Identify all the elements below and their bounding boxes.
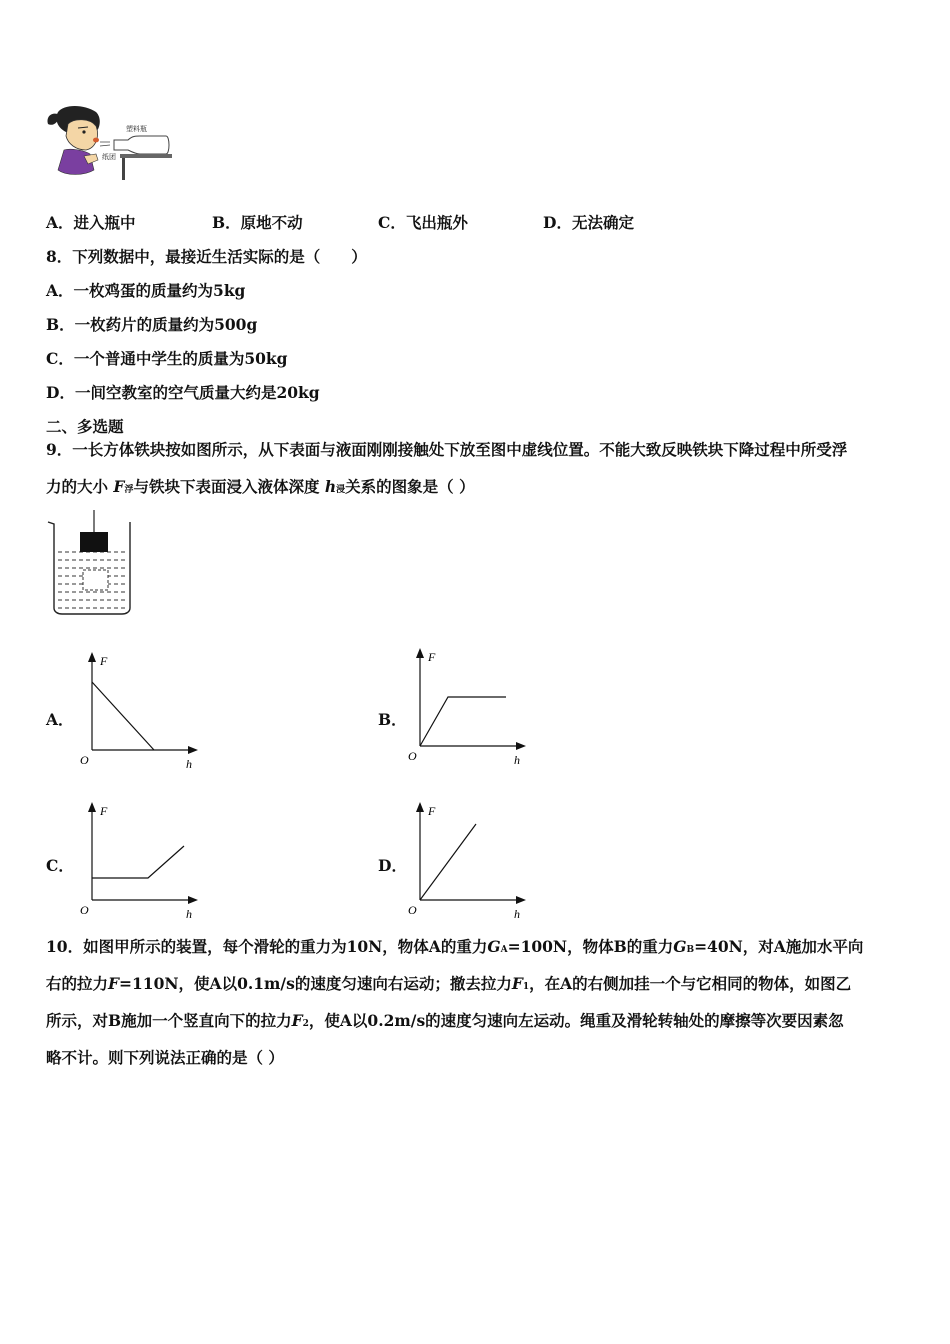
option-text: 一间空教室的空气质量大约是20kg bbox=[74, 383, 320, 402]
sub-1: 1 bbox=[522, 982, 530, 992]
origin-label: O bbox=[408, 749, 417, 763]
text: =40N，对A施加水平向 bbox=[694, 937, 864, 956]
text: 力的大小 bbox=[46, 477, 109, 496]
option-letter: D． bbox=[543, 213, 572, 232]
graph-line bbox=[420, 824, 476, 900]
option-letter: C． bbox=[378, 213, 406, 232]
q9-line-2 bbox=[46, 468, 908, 505]
text: 10．如图甲所示的装置，每个滑轮的重力为10N，物体A的重力 bbox=[46, 937, 488, 956]
q10-line-4: 略不计。则下列说法正确的是（ ） bbox=[46, 1048, 284, 1067]
option-text: 进入瓶中 bbox=[73, 213, 136, 232]
q7-option-d bbox=[543, 211, 634, 233]
x-axis-label: h bbox=[514, 753, 520, 767]
origin-label: O bbox=[80, 903, 89, 917]
sub-b: B bbox=[686, 945, 695, 955]
graph-line bbox=[92, 682, 154, 750]
graph-line bbox=[92, 846, 184, 878]
q10-stem bbox=[46, 928, 908, 1076]
q9-graph-b bbox=[404, 644, 534, 768]
option-text: 一枚药片的质量约为500g bbox=[74, 315, 258, 334]
sub-fu: 浮 bbox=[124, 485, 134, 495]
var-g: G bbox=[487, 937, 501, 956]
y-axis-label: F bbox=[100, 804, 108, 818]
var-f: F bbox=[291, 1011, 303, 1030]
option-letter: A． bbox=[46, 213, 74, 232]
q8-option-c bbox=[46, 347, 288, 369]
var-f: F bbox=[511, 974, 523, 993]
sub-jin: 浸 bbox=[336, 485, 346, 495]
q9-graph-d-letter: D． bbox=[378, 856, 407, 875]
var-h: h bbox=[324, 477, 337, 496]
option-text: 原地不动 bbox=[240, 213, 303, 232]
q9-graph-b-letter: B． bbox=[378, 710, 407, 729]
text: ，使A以0.2m/s的速度匀速向左运动。绳重及滑轮转轴处的摩擦等次要因素忽 bbox=[308, 1011, 844, 1030]
origin-label: O bbox=[80, 753, 89, 767]
text: 与铁块下表面浸入液体深度 bbox=[133, 477, 320, 496]
q9-graph-c bbox=[76, 798, 206, 922]
option-text: 一枚鸡蛋的质量约为5kg bbox=[73, 281, 246, 300]
beaker-figure bbox=[44, 510, 136, 618]
q8-option-b bbox=[46, 313, 257, 335]
option-letter: A． bbox=[46, 281, 74, 300]
var-g: G bbox=[673, 937, 687, 956]
q10-line-1 bbox=[46, 928, 908, 965]
q8-option-d bbox=[46, 381, 320, 403]
bottle-label: 塑料瓶 bbox=[126, 125, 147, 133]
var-f: F bbox=[113, 477, 125, 496]
text: 所示，对B施加一个竖直向下的拉力 bbox=[46, 1011, 292, 1030]
x-axis-label: h bbox=[186, 907, 192, 921]
text: ，在A的右侧加挂一个与它相同的物体，如图乙 bbox=[529, 974, 852, 993]
sub-a: A bbox=[500, 945, 508, 955]
blowing-bottle-figure bbox=[44, 104, 176, 184]
option-text: 一个普通中学生的质量为50kg bbox=[73, 349, 288, 368]
section-title: 二、多选题 bbox=[46, 417, 124, 436]
q9-line-1: 9．一长方体铁块按如图所示，从下表面与液面刚刚接触处下放至图中虚线位置。不能大致反映铁块下降过程中所受浮 bbox=[46, 440, 848, 459]
q8-option-a bbox=[46, 279, 245, 301]
option-letter: C． bbox=[46, 349, 74, 368]
sub-2: 2 bbox=[302, 1019, 309, 1029]
q10-line-2 bbox=[46, 965, 908, 1002]
q8-stem: 8．下列数据中，最接近生活实际的是（ ） bbox=[46, 247, 367, 266]
y-axis-label: F bbox=[100, 654, 108, 668]
option-text: 无法确定 bbox=[571, 213, 634, 232]
option-letter: D． bbox=[46, 383, 75, 402]
paper-label: 纸团 bbox=[102, 153, 116, 161]
q9-graph-c-letter: C． bbox=[46, 856, 74, 875]
q9-graph-d bbox=[404, 798, 534, 922]
x-axis-label: h bbox=[514, 907, 520, 921]
q9-stem bbox=[46, 431, 908, 505]
q7-option-c bbox=[378, 211, 468, 233]
q7-option-a bbox=[46, 211, 136, 233]
x-axis-label: h bbox=[186, 757, 192, 771]
text: 关系的图象是（ ） bbox=[345, 477, 475, 496]
option-text: 飞出瓶外 bbox=[405, 213, 468, 232]
var-f: F bbox=[108, 974, 120, 993]
option-letter: B． bbox=[212, 213, 241, 232]
y-axis-label: F bbox=[428, 804, 436, 818]
q10-line-3 bbox=[46, 1002, 908, 1039]
origin-label: O bbox=[408, 903, 417, 917]
text: =110N，使A以0.1m/s的速度匀速向右运动；撤去拉力 bbox=[119, 974, 512, 993]
text: 右的拉力 bbox=[46, 974, 109, 993]
option-letter: B． bbox=[46, 315, 75, 334]
y-axis-label: F bbox=[428, 650, 436, 664]
q9-graph-a bbox=[76, 648, 206, 772]
text: =100N，物体B的重力 bbox=[507, 937, 674, 956]
q7-option-b bbox=[212, 211, 303, 233]
q9-graph-a-letter: A． bbox=[46, 710, 74, 729]
graph-line bbox=[420, 697, 506, 746]
